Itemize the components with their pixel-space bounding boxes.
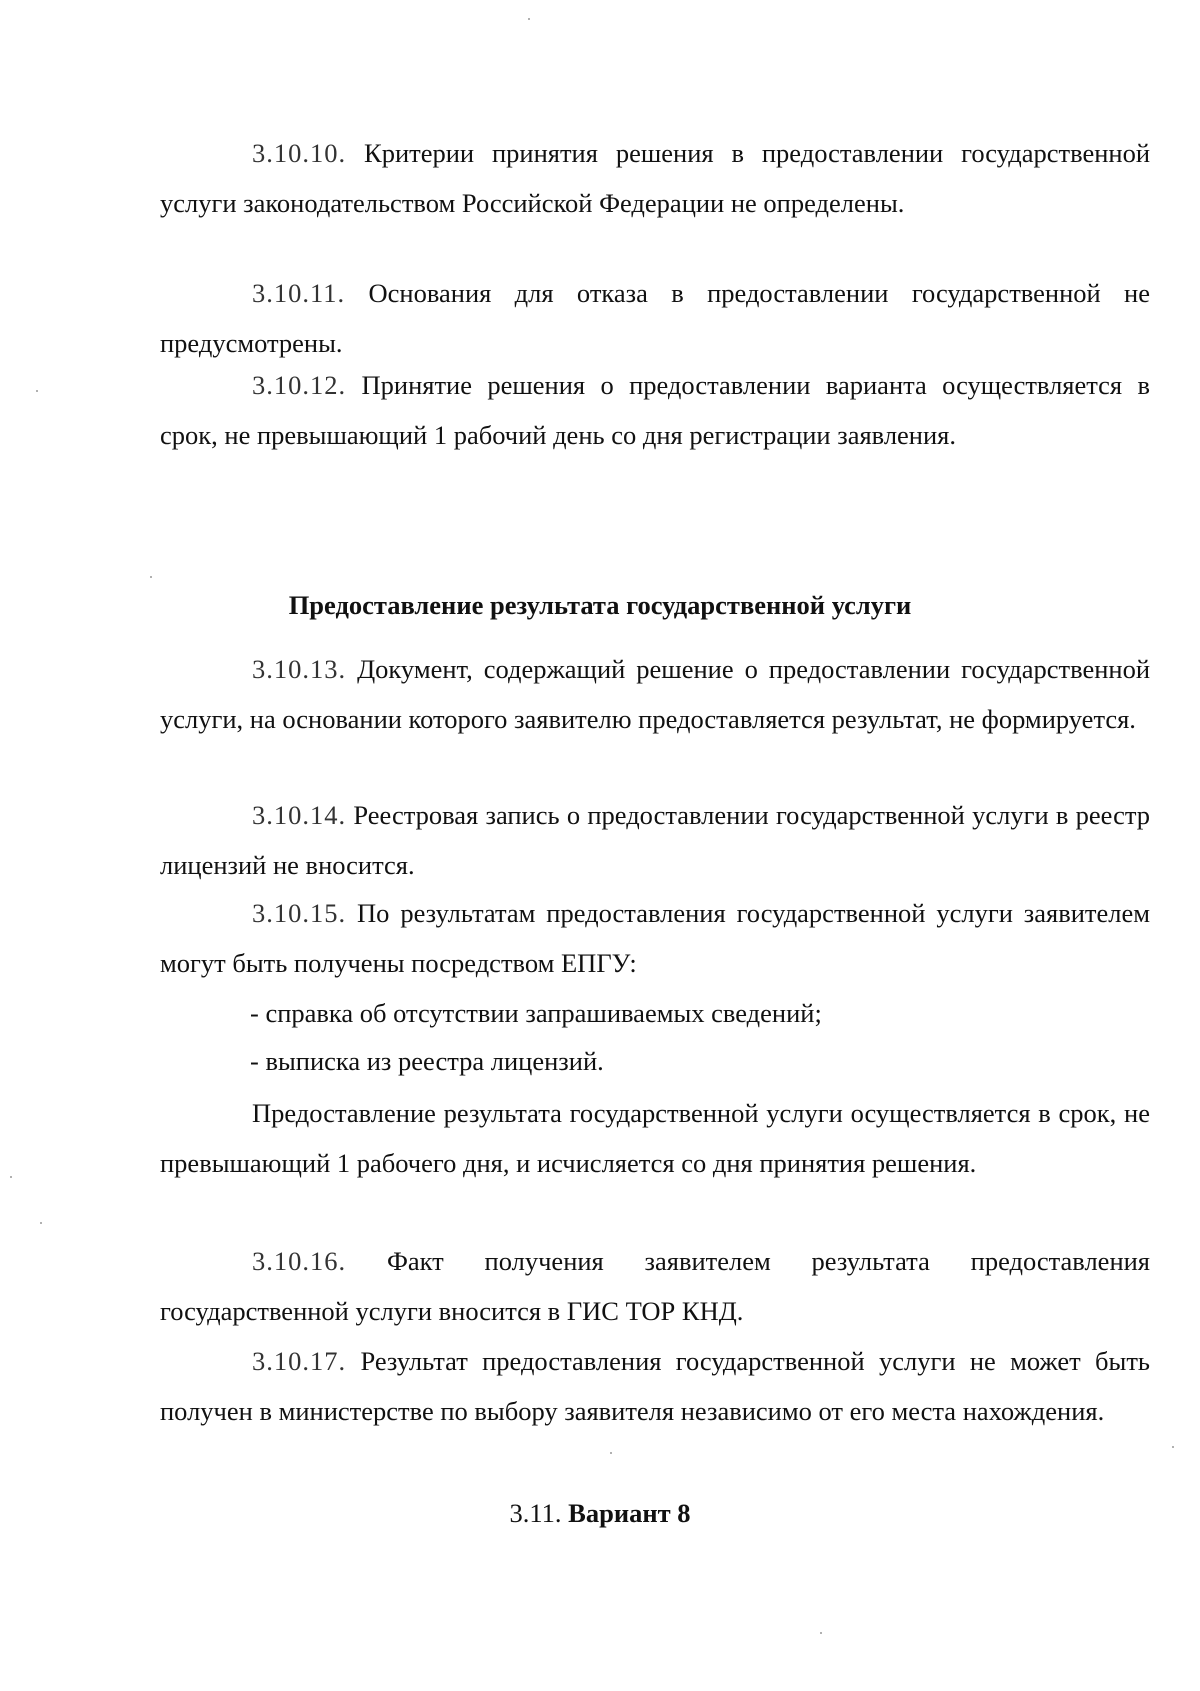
scan-speck xyxy=(36,390,38,392)
scan-speck xyxy=(528,18,530,20)
paragraph-number: 3.10.11. xyxy=(252,278,346,308)
paragraph-number: 3.10.12. xyxy=(252,370,347,400)
paragraph-3-10-10 xyxy=(160,128,1150,228)
paragraph-text: Реестровая запись о предоставлении государственной услуги в реестр лицензий не вносится. xyxy=(160,800,1150,880)
paragraph-3-10-16 xyxy=(160,1236,1150,1336)
scan-speck xyxy=(40,1222,42,1224)
section-number: 3.11. xyxy=(509,1498,562,1528)
paragraph-3-10-17 xyxy=(160,1336,1150,1436)
scan-speck xyxy=(610,1452,612,1454)
paragraph-number: 3.10.10. xyxy=(252,138,347,168)
paragraph-3-10-12 xyxy=(160,360,1150,460)
paragraph-text: Результат предоставления государственной услуги не может быть получен в министерстве по выбору заявителя независимо от его места нахождения. xyxy=(160,1346,1151,1426)
section-title xyxy=(0,1488,1200,1538)
paragraph-number: 3.10.14. xyxy=(252,800,347,830)
section-heading: Предоставление результата государственной услуги xyxy=(288,590,912,620)
paragraph-text: Документ, содержащий решение о предоставлении государственной услуги, на основании которого заявителю предоставляется результат, не формируется. xyxy=(160,654,1151,734)
paragraph-text: Критерии принятия решения в предоставлении государственной услуги законодательством Российской Федерации не определены. xyxy=(160,138,1151,218)
paragraph-result-term: Предоставление результата государственной услуги осуществляется в срок, не превышающий 1 рабочего дня, и исчисляется со дня принятия решения. xyxy=(160,1098,1150,1178)
paragraph-number: 3.10.13. xyxy=(252,654,347,684)
scan-speck xyxy=(10,1176,12,1178)
list-item: - справка об отсутствии запрашиваемых сведений; xyxy=(250,998,822,1028)
paragraph-text: По результатам предоставления государственной услуги заявителем могут быть получены посредством ЕПГУ: xyxy=(160,898,1151,978)
section-name: Вариант 8 xyxy=(568,1498,691,1528)
list-item: - выписка из реестра лицензий. xyxy=(250,1046,604,1076)
paragraph-3-10-15 xyxy=(160,888,1150,988)
scan-speck xyxy=(1172,1446,1174,1448)
scan-speck xyxy=(820,1632,822,1634)
paragraph-3-10-14 xyxy=(160,790,1150,890)
paragraph-3-10-13 xyxy=(160,644,1150,744)
paragraph-number: 3.10.17. xyxy=(252,1346,347,1376)
paragraph-number: 3.10.15. xyxy=(252,898,347,928)
paragraph-text: Основания для отказа в предоставлении государственной не предусмотрены. xyxy=(160,278,1150,358)
paragraph-text: Факт получения заявителем результата предоставления государственной услуги вносится в ГИС ТОР КНД. xyxy=(160,1246,1150,1326)
scan-speck xyxy=(150,576,152,578)
paragraph-3-10-11 xyxy=(160,268,1150,368)
paragraph-number: 3.10.16. xyxy=(252,1246,347,1276)
paragraph-text: Принятие решения о предоставлении варианта осуществляется в срок, не превышающий 1 рабочий день со дня регистрации заявления. xyxy=(160,370,1150,450)
